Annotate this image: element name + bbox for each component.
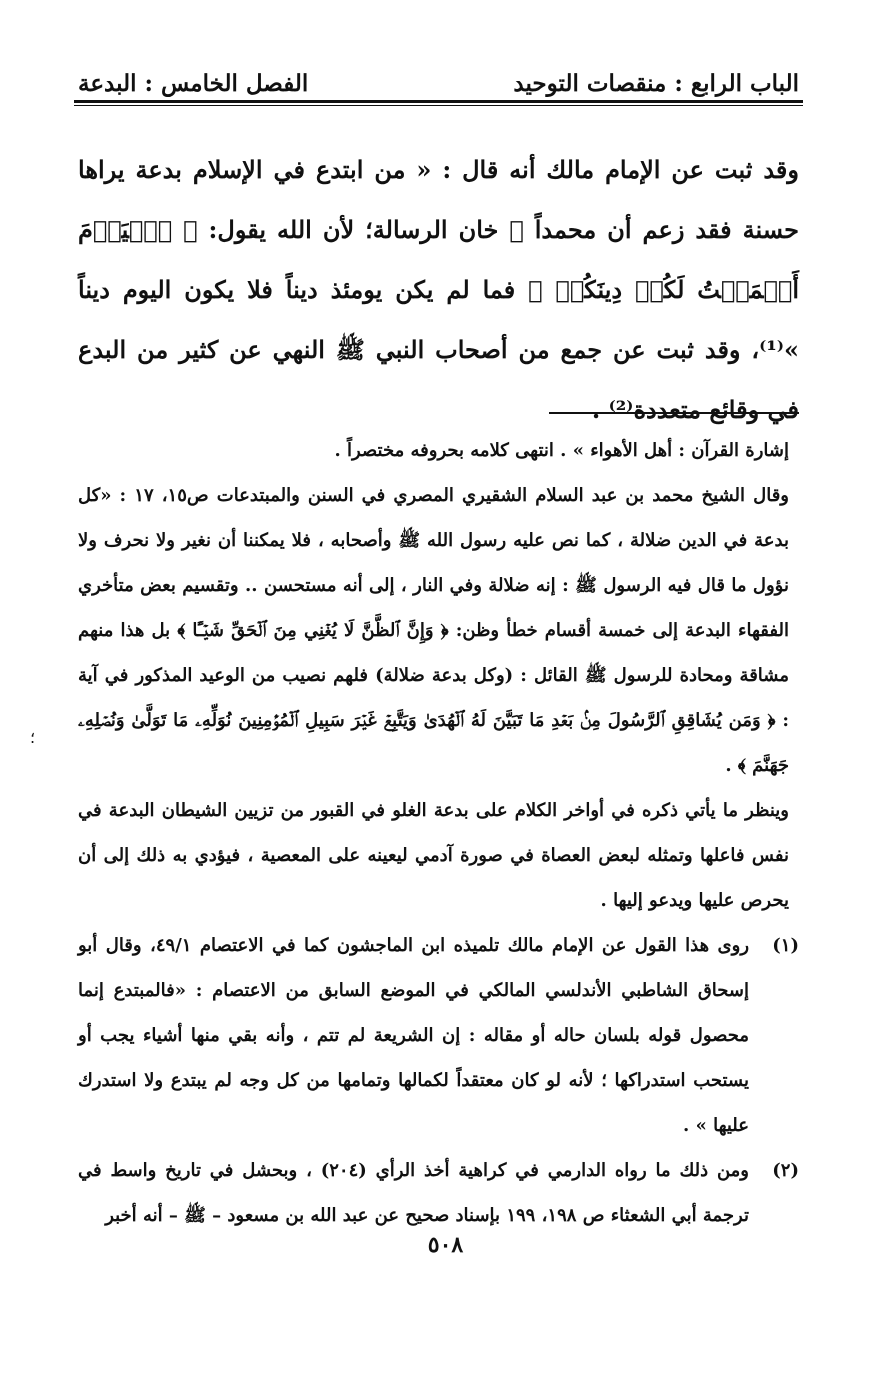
footnote-1	[78, 923, 799, 1148]
header-rule-thin	[74, 105, 803, 106]
footnote-continuation-1: إشارة القرآن : أهل الأهواء » . انتهى كلامه بحروفه مختصراً .	[334, 440, 789, 461]
part-title: الباب الرابع : منقصات التوحيد	[513, 69, 799, 97]
margin-mark: ؛	[30, 728, 36, 747]
main-paragraph: وقد ثبت عن الإمام مالك أنه قال : « من ابتدع في الإسلام بدعة يراها حسنة فقد زعم أن محمداً ﷺ خان الرسالة؛ لأن الله يقول: ﴿ ٱلۡيَوۡمَ أَكۡمَلۡتُ لَكُمۡ دِينَكُمۡ ﴾ فما لم يكن يومئذ ديناً فلا يكون اليوم ديناً »⁽¹⁾، وقد ثبت عن جمع من أصحاب النبي ﷺ النهي عن كثير من البدع في وقائع متعددة⁽²⁾ .	[78, 155, 799, 424]
footnote-separator	[549, 412, 799, 414]
footnote-number: (١)	[772, 935, 799, 956]
footnote-2	[78, 1148, 799, 1238]
footnote-text: ومن ذلك ما رواه الدارمي في كراهية أخذ الرأي (٢٠٤) ، وبحشل في تاريخ واسط في ترجمة أبي الشعثاء ص ١٩٨، ١٩٩ بإسناد صحيح عن عبد الله بن مسعود – ﷺ – أنه أخبر	[78, 1160, 749, 1226]
header-rule-thick	[74, 100, 803, 103]
footnote-text: روى هذا القول عن الإمام مالك تلميذه ابن الماجشون كما في الاعتصام ٤٩/١، وقال أبو إسحاق الشاطبي الأندلسي المالكي في الموضع السابق من الاعتصام : «فالمبتدع إنما محصول قوله بلسان حاله أو مقاله : إن الشريعة لم تتم ، وأنه بقي منها أشياء يجب أو يستحب استدراكها ؛ لأنه لو كان معتقداً لكمالها وتمامها من كل وجه لم يبتدع ولا استدرك عليها » .	[78, 935, 750, 1136]
footnote-continuation-2: وقال الشيخ محمد بن عبد السلام الشقيري المصري في السنن والمبتدعات ص١٥، ١٧ : «كل بدعة في الدين ضلالة ، كما نص عليه رسول الله ﷺ وأصحابه ، فلا يمكننا أن نغير ولا نحرف ولا نؤول ما قال فيه الرسول ﷺ : إنه ضلالة وفي النار ، إلى أنه مستحسن .. وتقسيم بعض متأخري الفقهاء البدعة إلى خمسة أقسام خطأ وظن: ﴿ وَإِنَّ ٱلظَّنَّ لَا يُغۡنِي مِنَ ٱلۡحَقِّ شَيۡـًٔا ﴾ بل هذا منهم مشاقة ومحادة للرسول ﷺ القائل : (وكل بدعة ضلالة) فلهم نصيب من الوعيد المذكور في آية : ﴿ وَمَن يُشَاقِقِ ٱلرَّسُولَ مِنۢ بَعۡدِ مَا تَبَيَّنَ لَهُ ٱلۡهُدَىٰ وَيَتَّبِعۡ غَيۡرَ سَبِيلِ ٱلۡمُؤۡمِنِينَ نُوَلِّهِۦ مَا تَوَلَّىٰ وَنُصۡلِهِۦ جَهَنَّمَ ﴾ .	[78, 485, 789, 776]
page-number: ٥٠٨	[427, 1232, 464, 1258]
running-header	[78, 52, 799, 96]
chapter-title: الفصل الخامس : البدعة	[78, 69, 309, 97]
footnote-number: (٢)	[772, 1160, 799, 1181]
main-text	[78, 140, 799, 440]
footnotes	[78, 428, 799, 1238]
footnote-continuation-3: وينظر ما يأتي ذكره في أواخر الكلام على بدعة الغلو في القبور من تزيين الشيطان البدعة في نفس فاعلها وتمثله لبعض العصاة في صورة آدمي ليعينه على المعصية ، فيؤدي به ذلك إلى أن يحرص عليها ويدعو إليها .	[78, 800, 789, 911]
